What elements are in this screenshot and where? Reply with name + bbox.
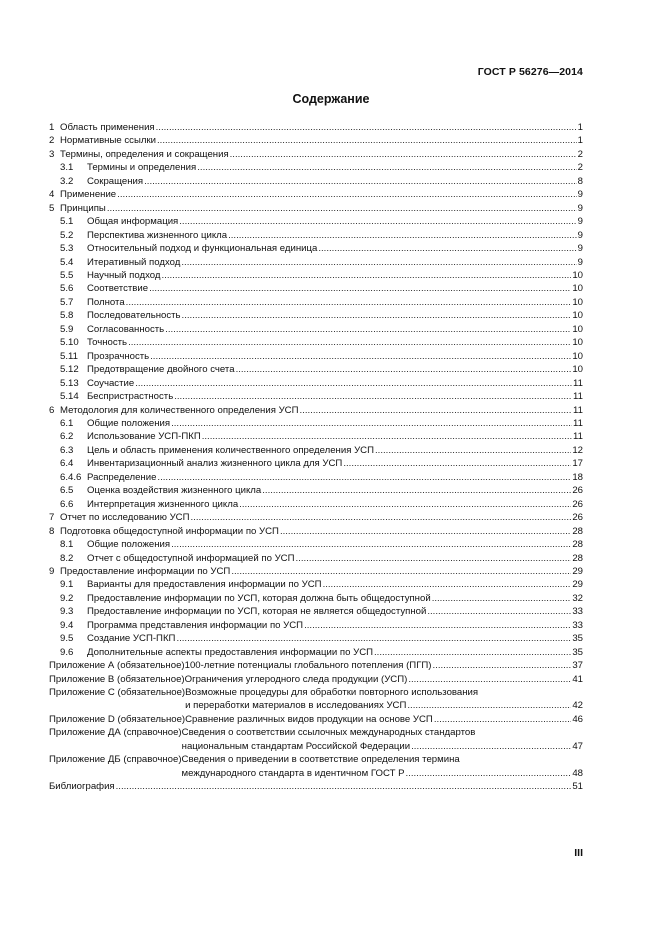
- bibliography-page: 51: [572, 781, 583, 793]
- dot-leader: [239, 498, 571, 511]
- toc-entry[interactable]: [49, 578, 583, 591]
- dot-leader: [408, 673, 571, 686]
- toc-entry-page: 9: [577, 189, 583, 201]
- toc-entry[interactable]: [49, 417, 583, 430]
- toc-entry-page: 10: [572, 283, 583, 295]
- toc-entry-number: 3.1: [60, 162, 74, 174]
- toc-entry[interactable]: [49, 363, 583, 376]
- toc-entry[interactable]: [49, 309, 583, 322]
- toc-entry[interactable]: [49, 323, 583, 336]
- toc-entry-label: Использование УСП-ПКП: [87, 431, 201, 443]
- appendix-title-line: Сведения о соответствии ссылочных международных стандартов: [181, 727, 476, 739]
- toc-entry-page: 11: [573, 431, 583, 443]
- toc-entry-page: 28: [572, 552, 583, 564]
- dot-leader: [107, 202, 577, 215]
- toc-entry-number: 6.5: [60, 485, 74, 497]
- toc-entry-number: 6.3: [60, 444, 74, 456]
- toc-entry[interactable]: [49, 457, 583, 470]
- toc-entry-number: 3.2: [60, 175, 74, 187]
- toc-entry-page: 10: [572, 296, 583, 308]
- toc-entry[interactable]: [49, 646, 583, 659]
- toc-entry-page: 11: [573, 391, 583, 403]
- toc-entry-label: Область применения: [60, 122, 155, 133]
- toc-entry-label: Отчет с общедоступной информацией по УСП: [87, 552, 295, 564]
- dot-leader: [230, 148, 577, 161]
- appendix-title-line: международного стандарта в идентичном ГОСТ Р: [181, 767, 405, 779]
- toc-entry-page: 26: [572, 512, 583, 524]
- toc-entry[interactable]: [49, 175, 583, 188]
- dot-leader: [411, 740, 571, 753]
- standard-code: ГОСТ Р 56276—2014: [477, 66, 583, 78]
- toc-entry-label: Сокращения: [87, 175, 144, 187]
- toc-entry-number: 9.1: [60, 579, 74, 591]
- toc-entry-label: Предоставление информации по УСП: [60, 565, 231, 577]
- toc-entry-page: 10: [572, 310, 583, 322]
- appendix-title-line: 100-летние потенциалы глобального потепления (ПГП): [184, 660, 432, 672]
- appendix-name: Приложение D (обязательное): [49, 713, 186, 725]
- toc-entry[interactable]: [49, 390, 583, 403]
- toc-entry-number: 5.12: [60, 364, 79, 376]
- toc-entry-page: 10: [572, 364, 583, 376]
- appendix-entry[interactable]: [49, 753, 583, 780]
- dot-leader: [406, 767, 572, 780]
- toc-entry-label: Предотвращение двойного счета: [87, 364, 235, 376]
- toc-entry-number: 9.6: [60, 646, 74, 658]
- toc-entry-label: Нормативные ссылки: [60, 135, 157, 147]
- toc-entry-page: 1: [577, 122, 583, 133]
- toc-entry[interactable]: [49, 498, 583, 511]
- toc-entry-number: 9.4: [60, 619, 74, 631]
- appendix-page: 48: [572, 767, 583, 779]
- toc-entry[interactable]: [49, 282, 583, 295]
- dot-leader: [300, 404, 573, 417]
- toc-entry-number: 5.9: [60, 323, 74, 335]
- toc-entry[interactable]: [49, 242, 583, 255]
- toc-entry[interactable]: [49, 525, 583, 538]
- toc-entry-number: 6.4: [60, 458, 74, 470]
- toc-entry[interactable]: [49, 161, 583, 174]
- toc-entry-number: 5.7: [60, 296, 74, 308]
- toc-entry-label: Подготовка общедоступной информации по УСП: [60, 525, 279, 537]
- toc-entry-page: 18: [572, 471, 583, 483]
- bibliography-label: Библиография: [49, 781, 115, 793]
- toc-entry-number: 5.3: [60, 243, 74, 255]
- toc-entry[interactable]: [49, 148, 583, 161]
- appendix-name: Приложение ДА (справочное): [49, 727, 182, 739]
- dot-leader: [157, 134, 577, 147]
- page-number: III: [574, 847, 583, 859]
- dot-leader: [181, 256, 576, 269]
- appendix-title-line: и переработки материалов в исследованиях УСП: [185, 700, 407, 712]
- toc-entry-page: 26: [572, 498, 583, 510]
- toc-entry-label: Относительный подход и функциональная единица: [87, 243, 318, 255]
- dot-leader: [171, 538, 571, 551]
- toc-entry-page: 9: [577, 229, 583, 241]
- toc-entry-number: 6: [49, 404, 55, 416]
- dot-leader: [128, 336, 571, 349]
- page-title: Содержание: [292, 92, 370, 106]
- dot-leader: [191, 511, 572, 524]
- toc-entry-page: 12: [572, 444, 583, 456]
- appendix-title-line: Сведения о приведении в соответствие определения термина: [181, 754, 460, 766]
- toc-entry-label: Общие положения: [87, 539, 171, 551]
- dot-leader: [432, 592, 572, 605]
- toc-entry[interactable]: [49, 444, 583, 457]
- dot-leader: [150, 350, 571, 363]
- dot-leader: [296, 552, 572, 565]
- toc-entry-number: 7: [49, 512, 55, 524]
- toc-entry-page: 28: [572, 539, 583, 551]
- appendix-entry[interactable]: [49, 673, 583, 686]
- toc-entry-page: 10: [572, 337, 583, 349]
- dot-leader: [157, 471, 571, 484]
- appendix-name: Приложение В (обязательное): [49, 673, 185, 685]
- toc-entry-page: 1: [577, 135, 583, 147]
- toc-entry-label: Интерпретация жизненного цикла: [87, 498, 239, 510]
- toc-entry-number: 5.2: [60, 229, 74, 241]
- toc-entry-label: Варианты для предоставления информации по УСП: [87, 579, 322, 591]
- appendix-page: 37: [572, 660, 583, 672]
- dot-leader: [174, 390, 572, 403]
- dot-leader: [197, 161, 576, 174]
- dot-leader: [236, 363, 572, 376]
- toc-entry[interactable]: [49, 632, 583, 645]
- toc-entry-label: Соучастие: [87, 377, 135, 389]
- toc-entry-number: 3: [49, 148, 55, 160]
- appendix-name: Приложение А (обязательное): [49, 660, 185, 672]
- dot-leader: [202, 430, 572, 443]
- appendix-entry[interactable]: [49, 686, 583, 713]
- dot-leader: [144, 175, 577, 188]
- appendix-name: Приложение ДБ (справочное): [49, 754, 182, 766]
- toc-entry-label: Распределение: [87, 471, 157, 483]
- dot-leader: [117, 188, 577, 201]
- toc-entry-number: 6.1: [60, 417, 74, 429]
- toc-entry-label: Цель и область применения количественного определения УСП: [87, 444, 374, 456]
- toc-entry-label: Термины и определения: [87, 162, 197, 174]
- toc-entry-number: 5.13: [60, 377, 79, 389]
- dot-leader: [343, 457, 571, 470]
- dot-leader: [182, 309, 572, 322]
- toc-entry[interactable]: [49, 605, 583, 618]
- dot-leader: [407, 699, 571, 712]
- toc-entry-label: Оценка воздействия жизненного цикла: [87, 485, 262, 497]
- toc-entry-number: 8: [49, 525, 55, 537]
- toc-entry-number: 5.1: [60, 216, 74, 228]
- toc-entry-label: Общие положения: [87, 417, 171, 429]
- toc-entry-number: 9.3: [60, 606, 74, 618]
- dot-leader: [116, 780, 572, 793]
- appendix-entry[interactable]: [49, 713, 583, 726]
- bibliography-entry[interactable]: [49, 780, 583, 793]
- appendix-title-line: Сравнение различных видов продукции на основе УСП: [185, 713, 433, 725]
- toc-entry[interactable]: [49, 538, 583, 551]
- dot-leader: [374, 646, 571, 659]
- toc-entry-number: 5: [49, 202, 55, 214]
- toc-entry-page: 26: [572, 485, 583, 497]
- toc-entry[interactable]: [49, 430, 583, 443]
- dot-leader: [433, 659, 572, 672]
- toc-entry[interactable]: [49, 592, 583, 605]
- toc-entry-number: 9.2: [60, 592, 74, 604]
- toc-entry-page: 35: [572, 633, 583, 645]
- toc-entry-label: Принципы: [60, 202, 106, 214]
- appendix-page: 41: [572, 673, 583, 685]
- appendix-title-line: Ограничения углеродного следа продукции (УСП): [184, 673, 408, 685]
- toc-entry-label: Согласованность: [87, 323, 165, 335]
- toc-entry-page: 17: [572, 458, 583, 470]
- dot-leader: [434, 713, 571, 726]
- toc-entry-label: Перспектива жизненного цикла: [87, 229, 228, 241]
- dot-leader: [156, 121, 577, 134]
- toc-entry-number: 1: [49, 122, 55, 133]
- dot-leader: [280, 525, 571, 538]
- toc-entry[interactable]: [49, 296, 583, 309]
- dot-leader: [149, 282, 571, 295]
- toc-entry[interactable]: [49, 565, 583, 578]
- toc-entry[interactable]: [49, 377, 583, 390]
- dot-leader: [262, 484, 571, 497]
- toc-entry-label: Прозрачность: [87, 350, 150, 362]
- toc-entry-page: 35: [572, 646, 583, 658]
- toc-entry-number: 5.14: [60, 391, 79, 403]
- toc-entry[interactable]: [49, 202, 583, 215]
- toc-entry-number: 6.4.6: [60, 471, 82, 483]
- toc-entry-page: 33: [572, 619, 583, 631]
- toc-entry-page: 9: [577, 216, 583, 228]
- toc-entry-label: Инвентаризационный анализ жизненного цикла для УСП: [87, 458, 343, 470]
- toc-entry-number: 5.6: [60, 283, 74, 295]
- toc-entry-page: 2: [577, 148, 583, 160]
- appendix-page: 47: [572, 740, 583, 752]
- toc-entry-label: Научный подход: [87, 269, 161, 281]
- toc-entry-label: Точность: [87, 337, 128, 349]
- toc-entry-number: 5.8: [60, 310, 74, 322]
- dot-leader: [228, 229, 577, 242]
- toc-entry-page: 2: [577, 162, 583, 174]
- toc-entry-label: Применение: [60, 189, 117, 201]
- toc-entry-number: 8.2: [60, 552, 74, 564]
- toc-entry-page: 11: [573, 377, 583, 389]
- toc-entry-label: Последовательность: [87, 310, 181, 322]
- toc-entry-number: 2: [49, 135, 55, 147]
- toc-entry-number: 5.4: [60, 256, 74, 268]
- toc-entry[interactable]: [49, 121, 583, 134]
- toc-entry[interactable]: [49, 134, 583, 147]
- appendix-title-line: Возможные процедуры для обработки повторного использования: [185, 687, 479, 699]
- appendix-title-line: национальным стандартам Российской Федерации: [181, 740, 411, 752]
- toc-entry-label: Создание УСП-ПКП: [87, 633, 176, 645]
- toc-entry-page: 32: [572, 592, 583, 604]
- appendix-page: 46: [572, 713, 583, 725]
- toc-entry-number: 5.10: [60, 337, 79, 349]
- dot-leader: [427, 605, 571, 618]
- toc-entry-page: 29: [572, 579, 583, 591]
- toc-entry-number: 9: [49, 565, 55, 577]
- toc-entry[interactable]: [49, 188, 583, 201]
- dot-leader: [176, 632, 571, 645]
- toc-entry-label: Общая информация: [87, 216, 179, 228]
- toc-entry[interactable]: [49, 336, 583, 349]
- toc-entry-page: 10: [572, 269, 583, 281]
- dot-leader: [135, 377, 572, 390]
- toc-entry[interactable]: [49, 256, 583, 269]
- dot-leader: [375, 444, 571, 457]
- toc-entry[interactable]: [49, 619, 583, 632]
- toc-entry-label: Дополнительные аспекты предоставления информации по УСП: [87, 646, 374, 658]
- toc-entry-page: 9: [577, 243, 583, 255]
- toc-entry-label: Предоставление информации по УСП, которая должна быть общедоступной: [87, 592, 431, 604]
- toc-entry-page: 11: [573, 417, 583, 429]
- toc-entry-label: Итеративный подход: [87, 256, 181, 268]
- toc-entry-page: 29: [572, 565, 583, 577]
- toc-entry-label: Методология для количественного определения УСП: [60, 404, 299, 416]
- appendix-entry[interactable]: [49, 659, 583, 672]
- toc-entry[interactable]: [49, 484, 583, 497]
- dot-leader: [162, 269, 572, 282]
- dot-leader: [231, 565, 571, 578]
- toc-entry[interactable]: [49, 350, 583, 363]
- toc-entry-label: Предоставление информации по УСП, которая не является общедоступной: [87, 606, 427, 618]
- toc-entry[interactable]: [49, 552, 583, 565]
- toc-entry-number: 4: [49, 189, 55, 201]
- dot-leader: [323, 578, 572, 591]
- dot-leader: [179, 215, 576, 228]
- toc-entry[interactable]: [49, 215, 583, 228]
- appendix-name: Приложение С (обязательное): [49, 687, 186, 699]
- toc-entry-label: Отчет по исследованию УСП: [60, 512, 190, 524]
- toc-entry-label: Соответствие: [87, 283, 149, 295]
- dot-leader: [165, 323, 571, 336]
- table-of-contents: [49, 121, 583, 794]
- toc-entry-page: 33: [572, 606, 583, 618]
- dot-leader: [318, 242, 576, 255]
- toc-entry-number: 6.6: [60, 498, 74, 510]
- toc-entry[interactable]: [49, 511, 583, 524]
- appendix-entry[interactable]: [49, 726, 583, 753]
- toc-entry-number: 5.11: [60, 350, 78, 362]
- toc-entry-page: 9: [577, 202, 583, 214]
- toc-entry-page: 10: [572, 350, 583, 362]
- toc-entry-label: Полнота: [87, 296, 125, 308]
- dot-leader: [171, 417, 572, 430]
- toc-entry-page: 11: [573, 404, 583, 416]
- toc-entry-page: 10: [572, 323, 583, 335]
- toc-entry-label: Беспристрастность: [87, 391, 174, 403]
- toc-entry[interactable]: [49, 404, 583, 417]
- toc-entry-page: 9: [577, 256, 583, 268]
- toc-entry-number: 5.5: [60, 269, 74, 281]
- toc-entry-number: 9.5: [60, 633, 74, 645]
- toc-entry-number: 8.1: [60, 539, 74, 551]
- toc-entry[interactable]: [49, 269, 583, 282]
- dot-leader: [304, 619, 571, 632]
- toc-entry-page: 8: [577, 175, 583, 187]
- toc-entry-number: 6.2: [60, 431, 74, 443]
- toc-entry-label: Термины, определения и сокращения: [60, 148, 229, 160]
- toc-entry[interactable]: [49, 471, 583, 484]
- appendix-page: 42: [572, 700, 583, 712]
- toc-entry-page: 28: [572, 525, 583, 537]
- toc-entry[interactable]: [49, 229, 583, 242]
- toc-entry-label: Программа представления информации по УСП: [87, 619, 304, 631]
- dot-leader: [126, 296, 572, 309]
